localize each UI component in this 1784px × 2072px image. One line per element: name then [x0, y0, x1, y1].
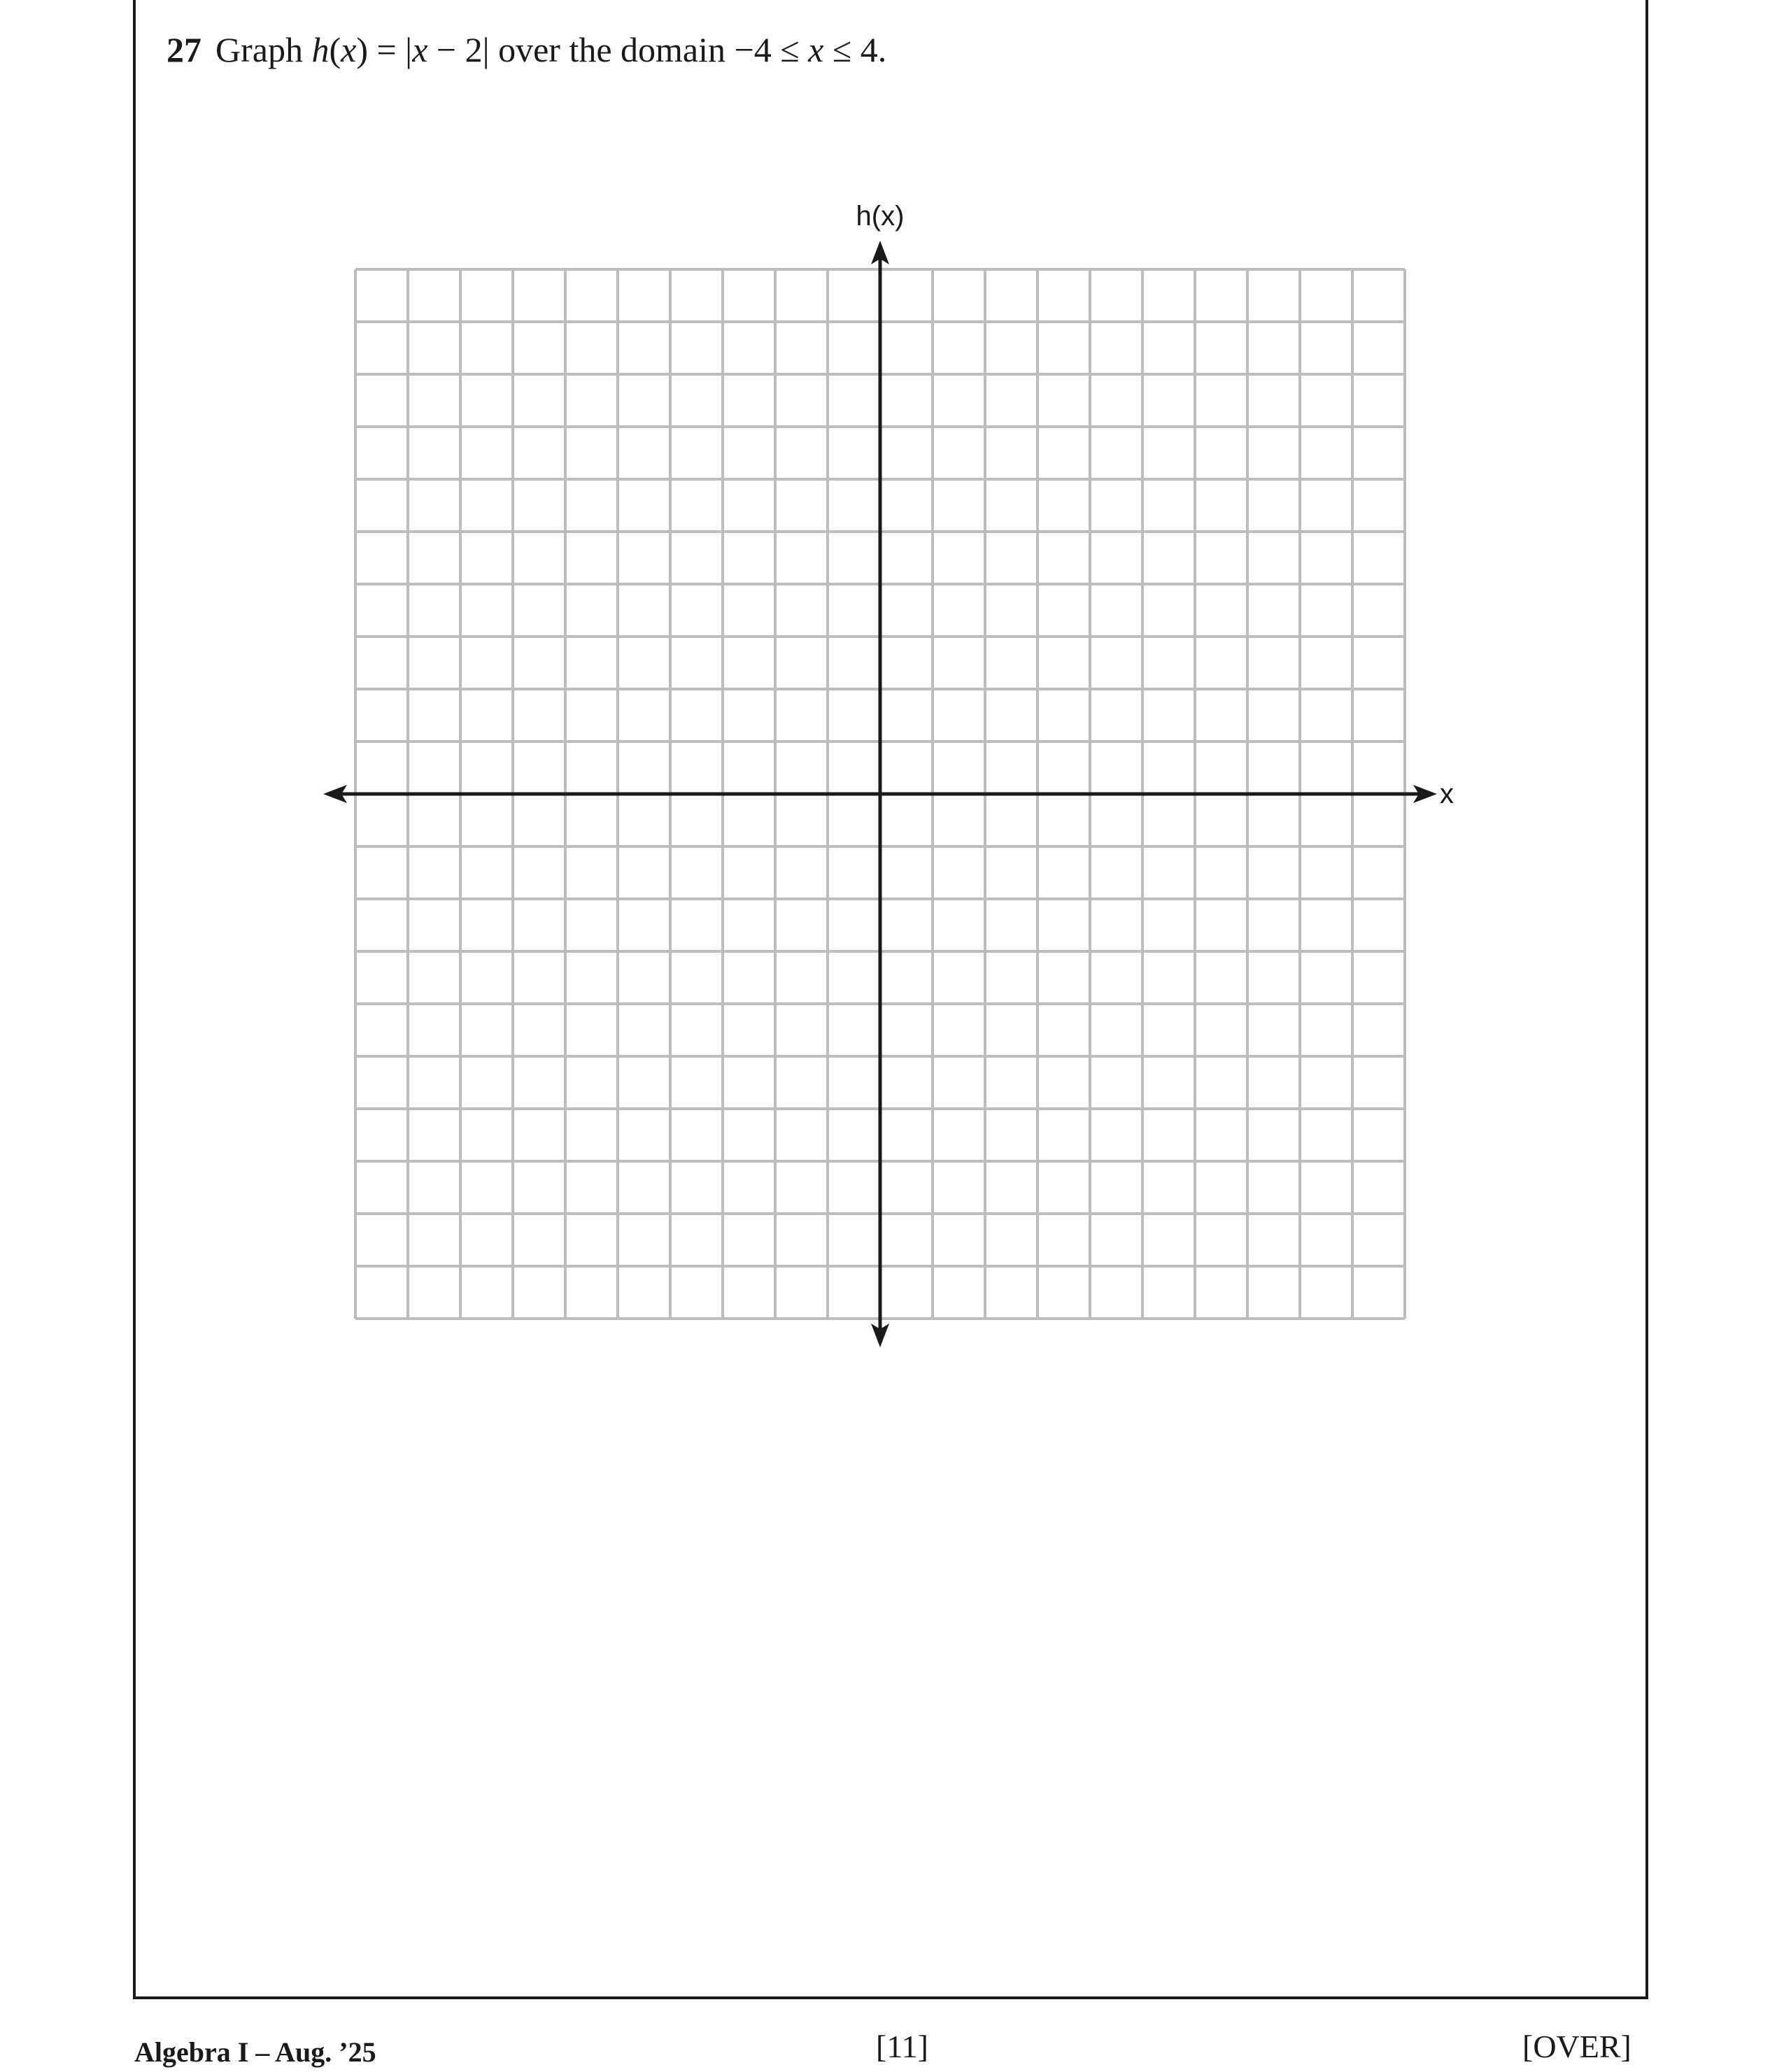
axes	[323, 241, 1437, 1347]
equals-sign: = |	[367, 30, 413, 69]
absolute-variable: x	[412, 30, 428, 69]
x-axis-label: x	[1440, 779, 1454, 809]
domain-variable: x	[808, 30, 824, 69]
absolute-rest: − 2| over the domain −4 ≤	[427, 30, 809, 69]
question-text-pre: Graph	[215, 30, 312, 69]
domain-end: ≤ 4.	[823, 30, 887, 69]
function-open-paren: (	[329, 30, 341, 69]
footer-exam-title: Algebra I – Aug. ’25	[134, 2036, 376, 2068]
function-variable: x	[341, 30, 357, 69]
function-close-paren: )	[356, 30, 368, 69]
y-axis-label: h(x)	[856, 201, 905, 232]
footer-page-number: [11]	[876, 2029, 928, 2064]
question-number: 27	[167, 30, 201, 69]
footer-over: [OVER]	[1522, 2029, 1631, 2064]
function-name: h	[311, 30, 330, 69]
